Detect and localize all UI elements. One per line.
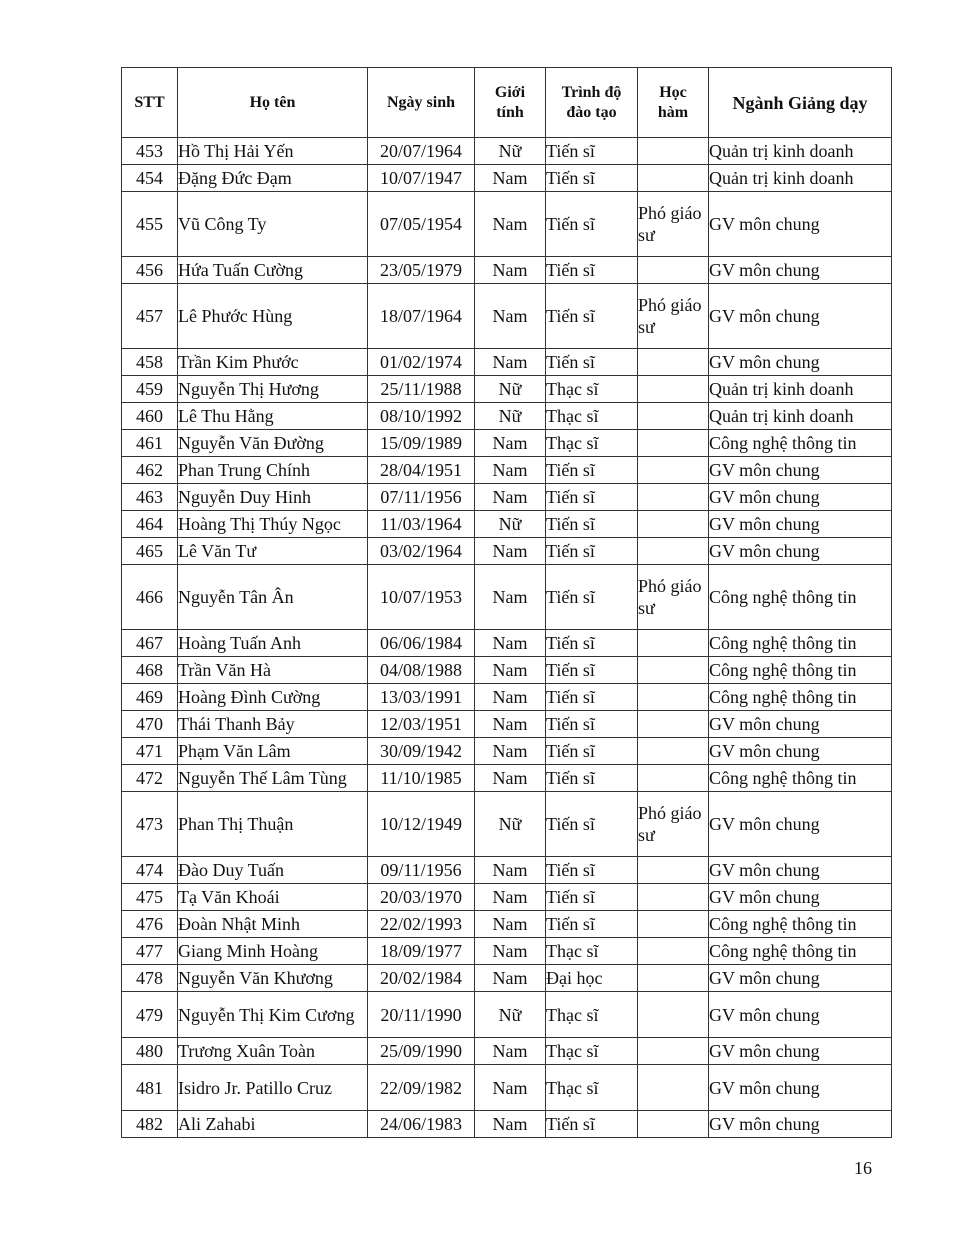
cell-name: Hồ Thị Hải Yến (178, 138, 368, 165)
cell-name: Đào Duy Tuấn (178, 857, 368, 884)
cell-gender: Nam (475, 1065, 546, 1111)
cell-rank (638, 684, 709, 711)
cell-field: GV môn chung (709, 1065, 892, 1111)
header-rank-line1: Học (659, 83, 687, 101)
cell-dob: 20/11/1990 (368, 992, 475, 1038)
header-gender-line1: Giới (494, 83, 526, 101)
cell-dob: 18/07/1964 (368, 284, 475, 349)
cell-name: Nguyễn Thế Lâm Tùng (178, 765, 368, 792)
cell-rank (638, 349, 709, 376)
table-row (122, 965, 892, 992)
cell-dob: 28/04/1951 (368, 457, 475, 484)
table-row (122, 138, 892, 165)
cell-stt: 460 (122, 403, 178, 430)
cell-name: Trần Văn Hà (178, 657, 368, 684)
cell-gender: Nam (475, 657, 546, 684)
cell-rank (638, 711, 709, 738)
cell-stt: 475 (122, 884, 178, 911)
cell-rank (638, 484, 709, 511)
cell-gender: Nam (475, 284, 546, 349)
cell-gender: Nam (475, 484, 546, 511)
cell-field: Quản trị kinh doanh (709, 403, 892, 430)
table-row (122, 257, 892, 284)
cell-name: Lê Văn Tư (178, 538, 368, 565)
header-gender-line2: tính (496, 103, 524, 121)
header-rank (638, 68, 709, 138)
cell-degree: Tiến sĩ (546, 657, 638, 684)
table-row (122, 857, 892, 884)
cell-degree: Tiến sĩ (546, 349, 638, 376)
table-row (122, 192, 892, 257)
cell-dob: 20/07/1964 (368, 138, 475, 165)
cell-degree: Tiến sĩ (546, 765, 638, 792)
cell-degree: Tiến sĩ (546, 457, 638, 484)
header-degree-line2: đào tạo (566, 103, 617, 121)
cell-stt: 480 (122, 1038, 178, 1065)
cell-rank (638, 1038, 709, 1065)
table-row (122, 284, 892, 349)
cell-stt: 472 (122, 765, 178, 792)
cell-field: Công nghệ thông tin (709, 565, 892, 630)
cell-field: GV môn chung (709, 738, 892, 765)
cell-gender: Nam (475, 738, 546, 765)
cell-dob: 10/07/1947 (368, 165, 475, 192)
cell-dob: 12/03/1951 (368, 711, 475, 738)
table-row (122, 484, 892, 511)
cell-stt: 476 (122, 911, 178, 938)
cell-field: Công nghệ thông tin (709, 911, 892, 938)
cell-gender: Nam (475, 430, 546, 457)
table-body (122, 138, 892, 1138)
cell-dob: 18/09/1977 (368, 938, 475, 965)
cell-gender: Nam (475, 938, 546, 965)
cell-rank (638, 511, 709, 538)
table-row (122, 738, 892, 765)
table-row (122, 657, 892, 684)
table-row (122, 1038, 892, 1065)
cell-rank (638, 884, 709, 911)
cell-stt: 479 (122, 992, 178, 1038)
cell-rank: Phó giáo sư (638, 192, 709, 257)
cell-degree: Tiến sĩ (546, 284, 638, 349)
header-dob: Ngày sinh (368, 68, 475, 138)
cell-name: Trương Xuân Toàn (178, 1038, 368, 1065)
cell-degree: Tiến sĩ (546, 857, 638, 884)
cell-field: GV môn chung (709, 884, 892, 911)
cell-stt: 458 (122, 349, 178, 376)
table-row (122, 403, 892, 430)
cell-rank (638, 138, 709, 165)
cell-stt: 481 (122, 1065, 178, 1111)
cell-field: Quản trị kinh doanh (709, 138, 892, 165)
cell-gender: Nữ (475, 792, 546, 857)
cell-stt: 478 (122, 965, 178, 992)
cell-dob: 30/09/1942 (368, 738, 475, 765)
cell-name: Đoàn Nhật Minh (178, 911, 368, 938)
cell-gender: Nam (475, 192, 546, 257)
cell-name: Tạ Văn Khoái (178, 884, 368, 911)
cell-name: Lê Phước Hùng (178, 284, 368, 349)
cell-rank (638, 257, 709, 284)
table-row (122, 376, 892, 403)
cell-dob: 13/03/1991 (368, 684, 475, 711)
cell-field: Công nghệ thông tin (709, 430, 892, 457)
header-row (122, 68, 892, 138)
cell-stt: 463 (122, 484, 178, 511)
cell-gender: Nữ (475, 138, 546, 165)
cell-rank (638, 1111, 709, 1138)
cell-degree: Tiến sĩ (546, 511, 638, 538)
cell-rank: Phó giáo sư (638, 792, 709, 857)
cell-rank (638, 1065, 709, 1111)
cell-degree: Tiến sĩ (546, 911, 638, 938)
cell-degree: Tiến sĩ (546, 565, 638, 630)
cell-degree: Tiến sĩ (546, 257, 638, 284)
cell-field: GV môn chung (709, 457, 892, 484)
cell-dob: 20/02/1984 (368, 965, 475, 992)
cell-rank (638, 376, 709, 403)
cell-field: GV môn chung (709, 349, 892, 376)
table-row (122, 430, 892, 457)
cell-gender: Nam (475, 165, 546, 192)
cell-rank (638, 657, 709, 684)
cell-rank (638, 911, 709, 938)
cell-field: GV môn chung (709, 792, 892, 857)
table-row (122, 684, 892, 711)
header-stt: STT (122, 68, 178, 138)
cell-rank (638, 538, 709, 565)
cell-name: Hoàng Thị Thúy Ngọc (178, 511, 368, 538)
header-field: Ngành Giảng dạy (709, 68, 892, 138)
table-row (122, 511, 892, 538)
cell-stt: 457 (122, 284, 178, 349)
cell-degree: Tiến sĩ (546, 484, 638, 511)
cell-rank: Phó giáo sư (638, 565, 709, 630)
cell-rank (638, 403, 709, 430)
cell-field: GV môn chung (709, 992, 892, 1038)
header-gender (475, 68, 546, 138)
cell-dob: 24/06/1983 (368, 1111, 475, 1138)
cell-gender: Nữ (475, 511, 546, 538)
cell-dob: 09/11/1956 (368, 857, 475, 884)
cell-dob: 06/06/1984 (368, 630, 475, 657)
cell-stt: 456 (122, 257, 178, 284)
cell-stt: 461 (122, 430, 178, 457)
cell-field: GV môn chung (709, 1038, 892, 1065)
cell-degree: Thạc sĩ (546, 938, 638, 965)
table-row (122, 1065, 892, 1111)
cell-field: GV môn chung (709, 1111, 892, 1138)
table-row (122, 630, 892, 657)
table-row (122, 165, 892, 192)
cell-gender: Nam (475, 711, 546, 738)
cell-stt: 464 (122, 511, 178, 538)
cell-dob: 25/09/1990 (368, 1038, 475, 1065)
cell-gender: Nữ (475, 992, 546, 1038)
cell-name: Nguyễn Thị Kim Cương (178, 992, 368, 1038)
cell-dob: 04/08/1988 (368, 657, 475, 684)
cell-field: GV môn chung (709, 538, 892, 565)
cell-stt: 482 (122, 1111, 178, 1138)
cell-name: Hoàng Đình Cường (178, 684, 368, 711)
cell-dob: 23/05/1979 (368, 257, 475, 284)
cell-dob: 07/11/1956 (368, 484, 475, 511)
cell-name: Nguyễn Duy Hinh (178, 484, 368, 511)
cell-field: GV môn chung (709, 192, 892, 257)
cell-gender: Nam (475, 457, 546, 484)
cell-rank (638, 938, 709, 965)
cell-name: Nguyễn Thị Hương (178, 376, 368, 403)
cell-dob: 22/09/1982 (368, 1065, 475, 1111)
cell-name: Nguyễn Tân Ân (178, 565, 368, 630)
table-row (122, 538, 892, 565)
cell-stt: 477 (122, 938, 178, 965)
cell-gender: Nam (475, 684, 546, 711)
cell-stt: 470 (122, 711, 178, 738)
cell-rank: Phó giáo sư (638, 284, 709, 349)
cell-rank (638, 738, 709, 765)
cell-field: Công nghệ thông tin (709, 630, 892, 657)
cell-field: GV môn chung (709, 711, 892, 738)
cell-gender: Nam (475, 1038, 546, 1065)
cell-field: GV môn chung (709, 284, 892, 349)
cell-dob: 10/07/1953 (368, 565, 475, 630)
header-rank-line2: hàm (657, 103, 689, 121)
cell-degree: Đại học (546, 965, 638, 992)
cell-gender: Nam (475, 857, 546, 884)
cell-gender: Nam (475, 538, 546, 565)
cell-degree: Thạc sĩ (546, 1065, 638, 1111)
cell-stt: 455 (122, 192, 178, 257)
cell-gender: Nam (475, 257, 546, 284)
cell-stt: 474 (122, 857, 178, 884)
cell-dob: 20/03/1970 (368, 884, 475, 911)
cell-dob: 01/02/1974 (368, 349, 475, 376)
header-degree (546, 68, 638, 138)
cell-name: Phạm Văn Lâm (178, 738, 368, 765)
cell-name: Phan Trung Chính (178, 457, 368, 484)
cell-degree: Tiến sĩ (546, 165, 638, 192)
cell-rank (638, 457, 709, 484)
cell-rank (638, 630, 709, 657)
cell-name: Phan Thị Thuận (178, 792, 368, 857)
cell-name: Giang Minh Hoàng (178, 938, 368, 965)
cell-degree: Tiến sĩ (546, 630, 638, 657)
cell-field: GV môn chung (709, 857, 892, 884)
cell-field: Quản trị kinh doanh (709, 376, 892, 403)
cell-name: Hứa Tuấn Cường (178, 257, 368, 284)
cell-degree: Thạc sĩ (546, 992, 638, 1038)
cell-name: Nguyễn Văn Khương (178, 965, 368, 992)
cell-degree: Tiến sĩ (546, 711, 638, 738)
table-row (122, 911, 892, 938)
cell-stt: 465 (122, 538, 178, 565)
cell-stt: 473 (122, 792, 178, 857)
header-name: Họ tên (178, 68, 368, 138)
cell-dob: 11/10/1985 (368, 765, 475, 792)
cell-field: Quản trị kinh doanh (709, 165, 892, 192)
cell-rank (638, 765, 709, 792)
cell-name: Lê Thu Hằng (178, 403, 368, 430)
table-row (122, 792, 892, 857)
cell-field: Công nghệ thông tin (709, 938, 892, 965)
cell-name: Ali Zahabi (178, 1111, 368, 1138)
cell-name: Thái Thanh Bảy (178, 711, 368, 738)
cell-rank (638, 992, 709, 1038)
cell-gender: Nam (475, 884, 546, 911)
cell-gender: Nam (475, 965, 546, 992)
cell-stt: 471 (122, 738, 178, 765)
page-number: 16 (854, 1158, 872, 1178)
cell-field: GV môn chung (709, 511, 892, 538)
cell-dob: 07/05/1954 (368, 192, 475, 257)
cell-gender: Nam (475, 765, 546, 792)
cell-degree: Tiến sĩ (546, 192, 638, 257)
cell-field: Công nghệ thông tin (709, 765, 892, 792)
cell-dob: 25/11/1988 (368, 376, 475, 403)
cell-rank (638, 430, 709, 457)
header-degree-line1: Trình độ (561, 83, 622, 101)
cell-gender: Nam (475, 565, 546, 630)
table-row (122, 565, 892, 630)
cell-degree: Thạc sĩ (546, 1038, 638, 1065)
cell-name: Isidro Jr. Patillo Cruz (178, 1065, 368, 1111)
cell-degree: Thạc sĩ (546, 376, 638, 403)
table-row (122, 938, 892, 965)
cell-field: GV môn chung (709, 965, 892, 992)
cell-stt: 454 (122, 165, 178, 192)
cell-name: Vũ Công Ty (178, 192, 368, 257)
cell-stt: 459 (122, 376, 178, 403)
cell-stt: 462 (122, 457, 178, 484)
table-row (122, 992, 892, 1038)
cell-degree: Tiến sĩ (546, 792, 638, 857)
cell-gender: Nam (475, 911, 546, 938)
cell-dob: 08/10/1992 (368, 403, 475, 430)
cell-name: Trần Kim Phước (178, 349, 368, 376)
cell-rank (638, 965, 709, 992)
cell-stt: 468 (122, 657, 178, 684)
cell-gender: Nữ (475, 403, 546, 430)
cell-degree: Tiến sĩ (546, 738, 638, 765)
table-row (122, 349, 892, 376)
cell-gender: Nam (475, 1111, 546, 1138)
cell-degree: Tiến sĩ (546, 1111, 638, 1138)
cell-degree: Tiến sĩ (546, 138, 638, 165)
cell-name: Đặng Đức Đạm (178, 165, 368, 192)
cell-degree: Thạc sĩ (546, 430, 638, 457)
cell-degree: Tiến sĩ (546, 684, 638, 711)
cell-field: GV môn chung (709, 257, 892, 284)
cell-gender: Nam (475, 630, 546, 657)
cell-name: Nguyễn Văn Đường (178, 430, 368, 457)
cell-dob: 11/03/1964 (368, 511, 475, 538)
cell-stt: 469 (122, 684, 178, 711)
table-row (122, 884, 892, 911)
cell-degree: Tiến sĩ (546, 538, 638, 565)
cell-field: GV môn chung (709, 484, 892, 511)
cell-dob: 10/12/1949 (368, 792, 475, 857)
cell-dob: 22/02/1993 (368, 911, 475, 938)
cell-stt: 466 (122, 565, 178, 630)
cell-field: Công nghệ thông tin (709, 657, 892, 684)
cell-degree: Thạc sĩ (546, 403, 638, 430)
cell-rank (638, 165, 709, 192)
table-row (122, 457, 892, 484)
cell-rank (638, 857, 709, 884)
cell-dob: 03/02/1964 (368, 538, 475, 565)
table-row (122, 765, 892, 792)
table-row (122, 711, 892, 738)
cell-name: Hoàng Tuấn Anh (178, 630, 368, 657)
cell-gender: Nữ (475, 376, 546, 403)
cell-stt: 467 (122, 630, 178, 657)
cell-dob: 15/09/1989 (368, 430, 475, 457)
cell-gender: Nam (475, 349, 546, 376)
cell-stt: 453 (122, 138, 178, 165)
staff-table (121, 67, 892, 1138)
cell-degree: Tiến sĩ (546, 884, 638, 911)
table-row (122, 1111, 892, 1138)
cell-field: Công nghệ thông tin (709, 684, 892, 711)
